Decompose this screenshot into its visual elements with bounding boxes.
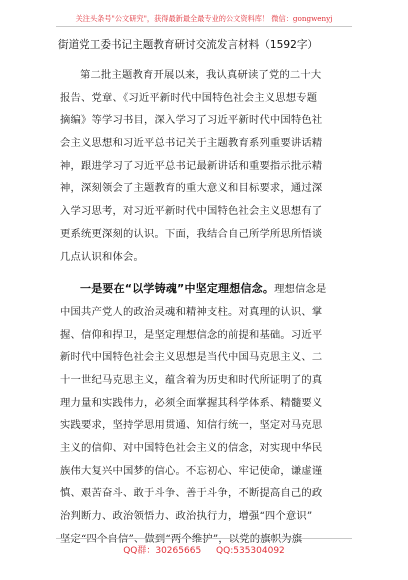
paragraph-line: 更系统更深刻的认识。下面，我结合自己所学所思所悟谈 [60,227,323,240]
section-heading: 一是要在“以学铸魂”中坚定理想信念。 [80,282,275,296]
paragraph-line: 报告、党章、《习近平新时代中国特色社会主义思想专题 [60,91,318,104]
paragraph-line: 实践要求，坚持学思用贯通、知信行统一，坚定对马克思 [60,419,323,432]
header-note: 关注头条号"公文研究"，获得最新最全最专业的公文资料库！ 微信：gongwenyj [75,14,333,23]
document-title: 街道党工委书记主题教育研讨交流发言材料（1592字） [58,39,319,51]
paragraph-line: 治判断力、政治领悟力、政治执行力，增强“四个意识” [60,510,313,523]
paragraph-line: 握、信仰和捍卫，是坚定理想信念的前提和基础。习近平 [60,328,323,341]
paragraph-line: 会主义思想和习近平总书记关于主题教育系列重要讲话精 [60,137,323,150]
paragraph-line: 慎、艰苦奋斗、敢于斗争、善于斗争，不断提高自己的政 [60,487,323,500]
footer [0,543,408,556]
paragraph-line: 几点认识和体会。 [60,250,144,263]
header-divider [56,26,352,27]
footer-divider [56,538,352,539]
document-body [60,64,348,550]
paragraph-line: 第二批主题教育开展以来，我认真研读了党的二十大 [80,69,322,81]
section-heading-tail: 理想信念是 [274,283,327,296]
paragraph-line: 新时代中国特色社会主义思想是当代中国马克思主义、二 [60,351,323,364]
paragraph-gap [60,268,348,278]
paragraph-line: 理力量和实践伟力，必须全面掌握其科学体系、精髓要义 [60,396,323,409]
footer-qq-group: QQ群：30265665 [123,546,202,556]
paragraph-line: 主义的信仰、对中国特色社会主义的信念，对实现中华民 [60,442,323,454]
paragraph-line: 神，深刻领会了主题教育的重大意义和目标要求，通过深 [60,182,323,195]
paragraph-line: 坚定“四个自信”、做到“两个维护”，以党的旗帜为旗 [60,532,303,545]
footer-qq: QQ:535304092 [216,546,285,556]
paragraph-line: 入学习思考，对习近平新时代中国特色社会主义思想有了 [60,205,323,218]
paragraph-line: 中国共产党人的政治灵魂和精神支柱。对真理的认识、掌 [60,305,323,318]
paragraph-line: 十一世纪马克思主义，蕴含着为历史和时代所证明了的真 [60,373,323,386]
paragraph-line: 族伟大复兴中国梦的信心。不忘初心、牢记使命，谦虚谨 [60,464,323,477]
section-heading-line [60,278,348,301]
paragraph-line: 神，跟进学习了习近平总书记最新讲话和重要指示批示精 [60,159,323,172]
paragraph-line: 摘编》等学习书目，深入学习了习近平新时代中国特色社 [60,114,323,127]
